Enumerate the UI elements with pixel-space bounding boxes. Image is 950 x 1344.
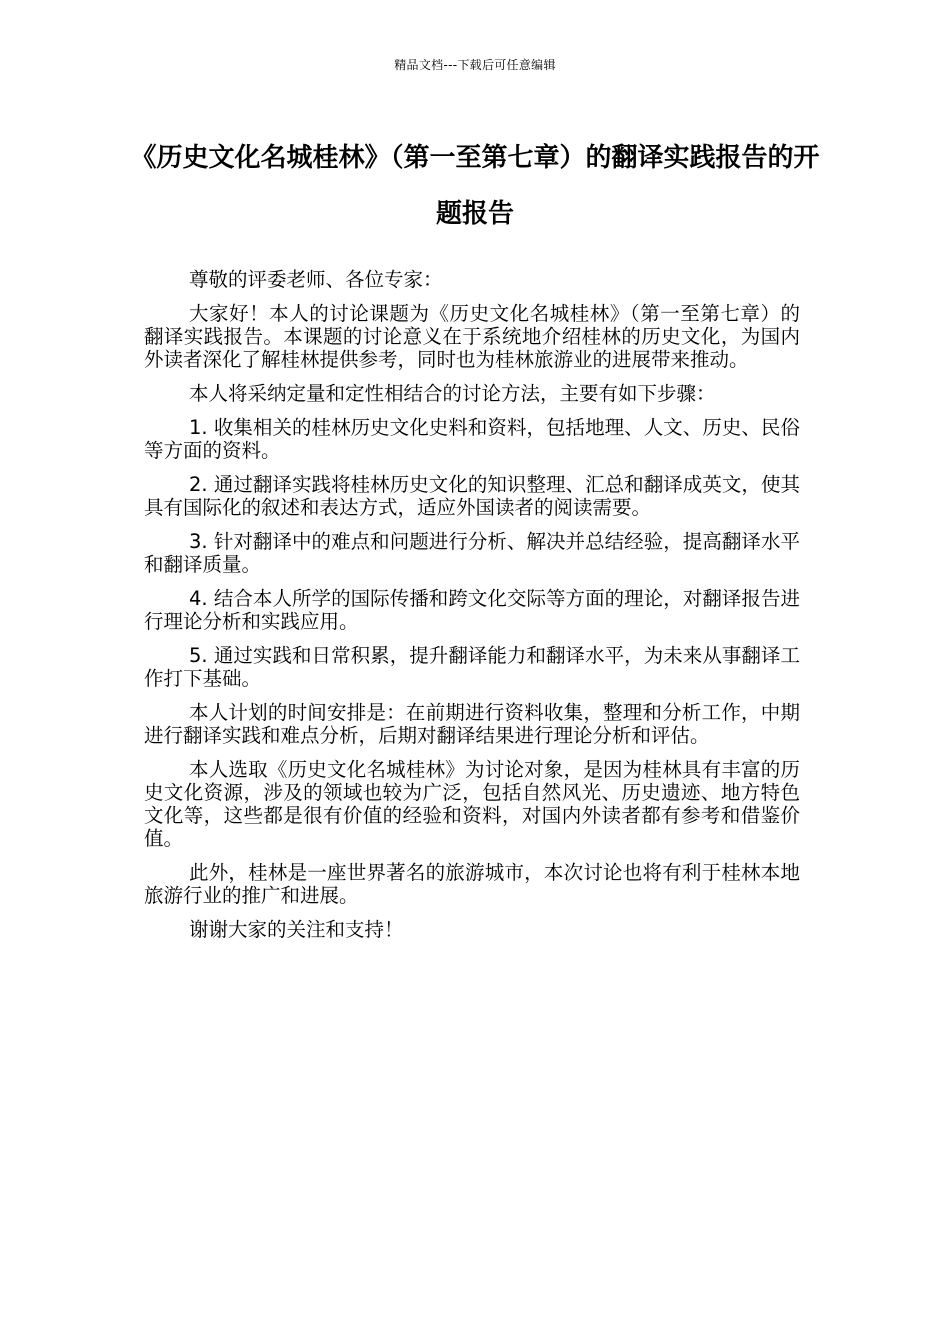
- step-item: 4. 结合本人所学的国际传播和跨文化交际等方面的理论，对翻译报告进行理论分析和实践应用。: [144, 587, 800, 633]
- header-note: 精品文档---下载后可任意编辑: [394, 58, 556, 72]
- body-paragraph: 大家好！本人的讨论课题为《历史文化名城桂林》（第一至第七章）的翻译实践报告。本课题的讨论意义在于系统地介绍桂林的历史文化，为国内外读者深化了解桂林提供参考，同时也为桂林旅游业的进展带来推动。: [144, 302, 800, 371]
- document-body: [144, 268, 800, 952]
- body-paragraph: 本人选取《历史文化名城桂林》为讨论对象，是因为桂林具有丰富的历史文化资源，涉及的领域也较为广泛，包括自然风光、历史遗迹、地方特色文化等，这些都是很有价值的经验和资料，对国内外读者都有参考和借鉴价值。: [144, 758, 800, 850]
- body-paragraph: 本人将采纳定量和定性相结合的讨论方法，主要有如下步骤：: [189, 382, 716, 405]
- document-title: 《历史文化名城桂林》（第一至第七章）的翻译实践报告的开题报告: [130, 143, 820, 229]
- body-paragraph: 本人计划的时间安排是：在前期进行资料收集，整理和分析工作，中期进行翻译实践和难点分析，后期对翻译结果进行理论分析和评估。: [144, 701, 800, 747]
- step-item: 1. 收集相关的桂林历史文化史料和资料，包括地理、人文、历史、民俗等方面的资料。: [144, 416, 800, 462]
- step-item: 3. 针对翻译中的难点和问题进行分析、解决并总结经验，提高翻译水平和翻译质量。: [144, 530, 800, 576]
- closing-line: 谢谢大家的关注和支持！: [189, 918, 404, 941]
- step-item: 2. 通过翻译实践将桂林历史文化的知识整理、汇总和翻译成英文，使其具有国际化的叙述和表达方式，适应外国读者的阅读需要。: [144, 473, 800, 519]
- step-item: 5. 通过实践和日常积累，提升翻译能力和翻译水平，为未来从事翻译工作打下基础。: [144, 644, 800, 690]
- body-paragraph: 此外，桂林是一座世界著名的旅游城市，本次讨论也将有利于桂林本地旅游行业的推广和进展。: [144, 861, 800, 907]
- salutation: 尊敬的评委老师、各位专家：: [189, 268, 443, 291]
